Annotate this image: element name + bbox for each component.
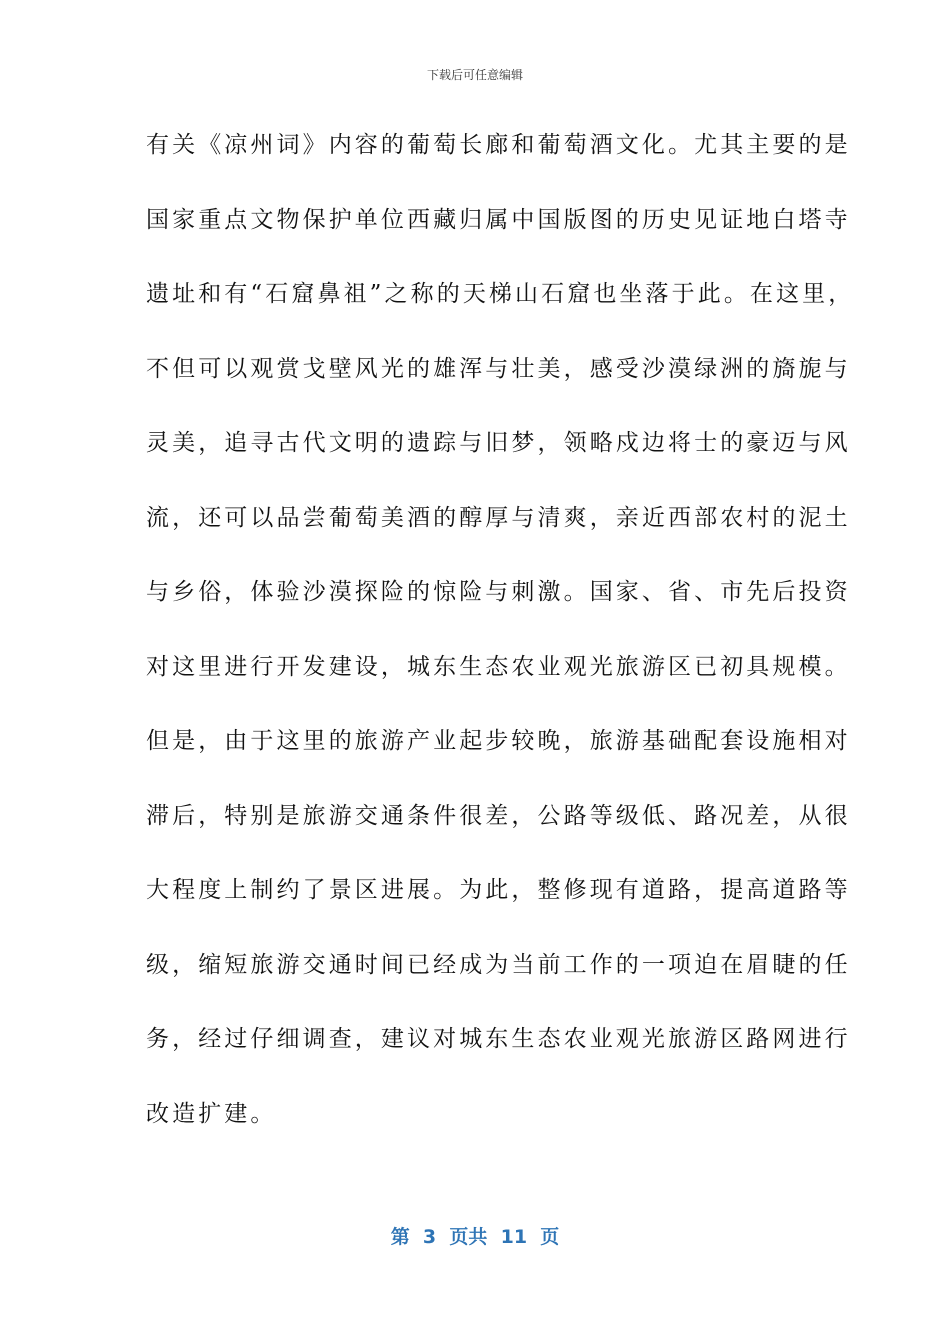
text-line: 务，经过仔细调查，建议对城东生态农业观光旅游区路网进行 [146, 1026, 851, 1052]
text-line: 遗址和有“石窟鼻祖”之称的天梯山石窟也坐落于此。在这里， [146, 281, 855, 307]
text-line: 不但可以观赏戈壁风光的雄浑与壮美，感受沙漠绿洲的旖旎与 [146, 355, 851, 382]
text-line: 但是，由于这里的旅游产业起步较晚，旅游基础配套设施相对 [146, 728, 851, 754]
text-line: 大程度上制约了景区进展。为此，整修现有道路，提高道路等 [146, 877, 851, 903]
document-body [146, 118, 855, 1161]
text-line: 改造扩建。 [146, 1100, 277, 1127]
text-line: 级，缩短旅游交通时间已经成为当前工作的一项迫在眉睫的任 [146, 951, 851, 978]
text-line: 流，还可以品尝葡萄美酒的醇厚与清爽，亲近西部农村的泥土 [146, 504, 851, 531]
text-line: 灵美，追寻古代文明的遗踪与旧梦，领略戍边将士的豪迈与风 [146, 430, 851, 456]
text-line: 国家重点文物保护单位西藏归属中国版图的历史见证地白塔寺 [146, 206, 851, 233]
text-line: 滞后，特别是旅游交通条件很差，公路等级低、路况差，从很 [146, 802, 851, 829]
page-header-note: 下载后可任意编辑 [426, 68, 523, 82]
text-line: 与乡俗，体验沙漠探险的惊险与刺激。国家、省、市先后投资 [146, 579, 851, 605]
page-number: 第 3 页共 11 页 [390, 1226, 560, 1248]
text-line: 有关《凉州词》内容的葡萄长廊和葡萄酒文化。尤其主要的是 [146, 132, 851, 158]
text-line: 对这里进行开发建设，城东生态农业观光旅游区已初具规模。 [146, 653, 851, 680]
